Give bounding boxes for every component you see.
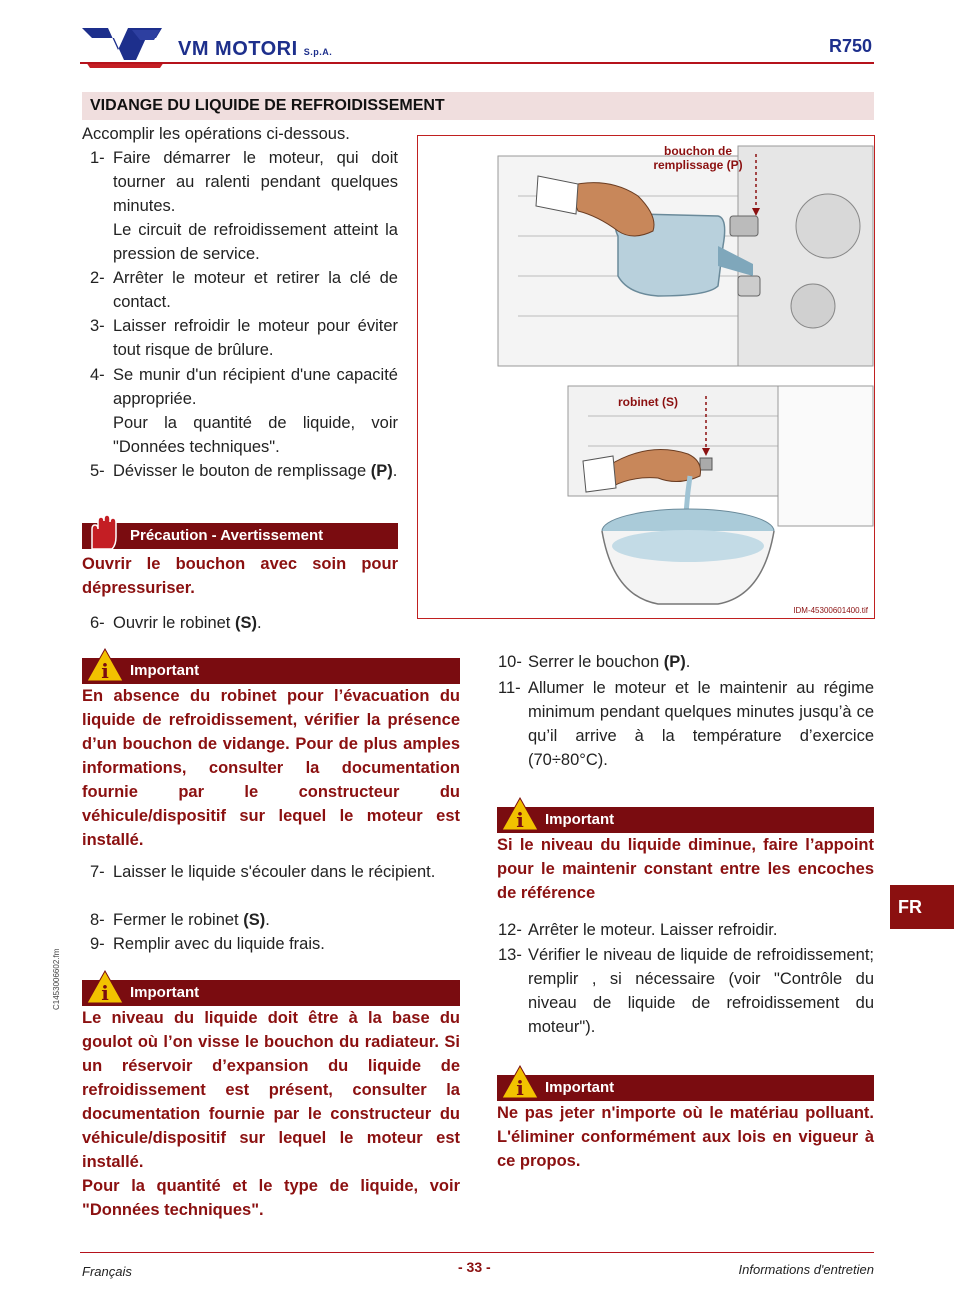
step-number: 1-	[90, 149, 105, 167]
svg-text:i: i	[516, 1076, 524, 1099]
figure-id: IDM-45300601400.tif	[793, 606, 868, 615]
step-text: Dévisser le bouton de remplissage	[113, 462, 367, 480]
info-warning-icon	[86, 648, 124, 682]
coolant-drain-illustration	[418, 136, 874, 618]
step-12: Arrêter le moteur. Laisser refroidir.	[528, 921, 778, 939]
page-number: - 33 -	[458, 1259, 491, 1275]
svg-text:i: i	[101, 981, 109, 1004]
step-extra: Pour la quantité de liquide, voir "Données techniques".	[113, 414, 398, 456]
info-warning-icon	[501, 797, 539, 831]
step-end: .	[256, 614, 262, 632]
important-label: Important	[130, 662, 200, 679]
figure-label-line: remplissage (P)	[653, 158, 743, 172]
step-end: .	[265, 911, 270, 929]
model-code: R750	[828, 36, 872, 56]
step-end: .	[392, 462, 398, 480]
file-code: C1453006602.fm	[52, 948, 61, 1010]
step-8	[113, 908, 460, 932]
step-9: Remplir avec du liquide frais.	[113, 935, 325, 953]
step-10	[528, 650, 874, 674]
important-bar	[497, 1075, 874, 1101]
step-number: 12-	[498, 921, 522, 939]
step-11: Allumer le moteur et le maintenir au régime minimum pendant quelques minutes jusqu’à ce qu’il arrive à la température d’exercice (70÷80°C).	[528, 679, 874, 769]
step-ref: (P)	[370, 462, 393, 480]
step-text: Faire démarrer le moteur, qui doit tourner au ralenti pendant quelques minutes.	[113, 149, 398, 215]
step-extra: Le circuit de refroidissement atteint la pression de service.	[113, 221, 398, 263]
step-6	[113, 611, 398, 635]
important-bar	[497, 807, 874, 833]
important-bar	[82, 980, 460, 1006]
figure-label-line: bouchon de	[664, 144, 732, 158]
step-number: 4-	[90, 366, 105, 384]
step-text: Fermer le robinet	[113, 911, 239, 929]
svg-text:i: i	[101, 659, 109, 682]
caution-label: Précaution - Avertissement	[130, 527, 324, 544]
info-warning-icon	[86, 970, 124, 1004]
step-4	[113, 363, 398, 459]
step-number: 5-	[90, 462, 105, 480]
important-bar	[82, 658, 460, 684]
step-5	[113, 459, 398, 483]
brand-name: VM MOTORI S.p.A.	[178, 38, 333, 60]
step-1	[113, 146, 398, 266]
footer-divider	[80, 1252, 874, 1253]
step-ref: (S)	[243, 911, 266, 929]
important-label: Important	[130, 984, 200, 1001]
info-warning-icon	[501, 1065, 539, 1099]
step-number: 7-	[90, 863, 105, 881]
step-ref: (P)	[663, 653, 686, 671]
step-number: 9-	[90, 935, 105, 953]
caution-text: Ouvrir le bouchon avec soin pour dépressuriser.	[82, 555, 398, 597]
important-text	[82, 1006, 460, 1222]
svg-text:i: i	[516, 808, 524, 831]
figure-label-filler-cap	[618, 144, 778, 172]
important-text: Ne pas jeter n'importe où le matériau polluant. L'éliminer conformément aux lois en vigueur à ce propos.	[497, 1104, 874, 1170]
important-label: Important	[545, 1079, 615, 1096]
step-ref: (S)	[234, 614, 257, 632]
step-13: Vérifier le niveau de liquide de refroidissement; remplir , si nécessaire (voir "Contrôle du niveau de liquide de refroidissement du moteur").	[528, 946, 874, 1036]
step-number: 6-	[90, 614, 105, 632]
step-text: Serrer le bouchon	[528, 653, 660, 671]
step-7: Laisser le liquide s'écouler dans le récipient.	[113, 863, 436, 881]
section-title: VIDANGE DU LIQUIDE DE REFROIDISSEMENT	[82, 92, 874, 120]
step-number: 8-	[90, 911, 105, 929]
figure-coolant-drain	[417, 135, 875, 619]
important-label: Important	[545, 811, 615, 828]
step-3: Laisser refroidir le moteur pour éviter tout risque de brûlure.	[113, 317, 398, 359]
important-text: En absence du robinet pour l’évacuation du liquide de refroidissement, vérifier la présence d’un bouchon de vidange. Pour de plus amples informations, consulter la documentation fournie par le constructeur du véhicule/dispositif sur lequel le moteur est installé.	[82, 687, 460, 849]
figure-label-drain-tap: robinet (S)	[618, 395, 678, 409]
step-2: Arrêter le moteur et retirer la clé de contact.	[113, 269, 398, 311]
important-text-2: Pour la quantité et le type de liquide, voir "Données techniques".	[82, 1177, 460, 1219]
caution-bar	[82, 523, 398, 549]
step-number: 11-	[498, 679, 521, 697]
step-number: 10-	[498, 653, 522, 671]
intro-text: Accomplir les opérations ci-dessous.	[82, 125, 350, 143]
step-text: Ouvrir le robinet	[113, 614, 231, 632]
important-text: Si le niveau du liquide diminue, faire l’appoint pour le maintenir constant entre les encoches de référence	[497, 836, 874, 902]
hand-stop-icon	[86, 515, 122, 549]
step-number: 13-	[498, 946, 522, 964]
footer-section: Informations d'entretien	[738, 1262, 874, 1277]
important-text-1: Le niveau du liquide doit être à la base du goulot où l’on visse le bouchon du radiateur. Si un réservoir d’expansion du liquide de refroidissement est présent, consulter la documentation fournie par le constructeur du véhicule/dispositif sur lequel le moteur est installé.	[82, 1009, 460, 1171]
step-number: 3-	[90, 317, 105, 335]
header-divider	[80, 62, 874, 64]
step-text: Se munir d'un récipient d'une capacité appropriée.	[113, 366, 398, 408]
footer-language: Français	[82, 1264, 132, 1279]
step-number: 2-	[90, 269, 105, 287]
step-end: .	[685, 653, 691, 671]
language-tab: FR	[890, 885, 954, 929]
